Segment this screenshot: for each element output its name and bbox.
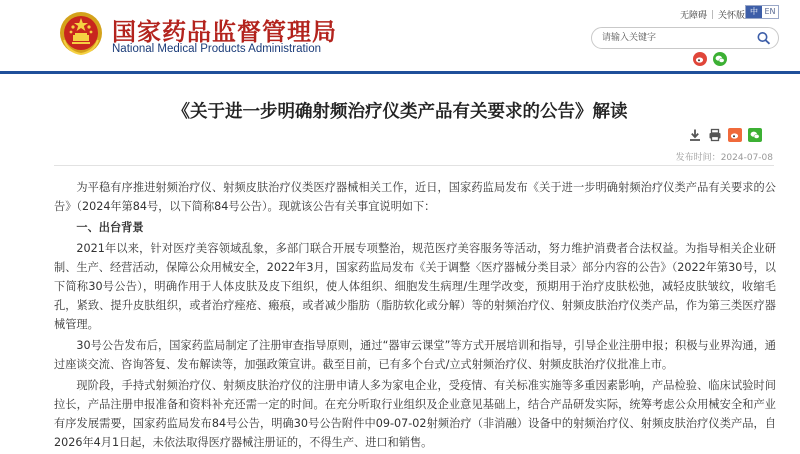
print-icon[interactable] <box>708 128 722 142</box>
paragraph-1: 2021年以来，针对医疗美容领域乱象，多部门联合开展专项整治，规范医疗美容服务等活动，努力维护消费者合法权益。为指导相关企业研制、生产、经营活动，保障公众用械安全，2022年3月，国家药监局发布《关于调整〈医疗器械分类目录〉部分内容的公告》（2022年第30号，以下简称30号公告），明确作用于人体皮肤及皮下组织，使人体组织、细胞发生病理/生理学改变，预期用于治疗皮肤松弛，减轻皮肤皱纹，收缩毛孔，紧致、提升皮肤组织，或者治疗痤疮、瘢痕，或者减少脂肪（脂肪软化或分解）等的射频治疗仪、射频皮肤治疗仪类产品，作为第三类医疗器械管理。 <box>54 242 776 331</box>
publish-date: 2024-07-08 <box>720 153 773 163</box>
download-icon[interactable] <box>688 128 702 142</box>
intro-paragraph: 为平稳有序推进射频治疗仪、射频皮肤治疗仪类医疗器械相关工作，近日，国家药监局发布《关于进一步明确射频治疗仪类产品有关要求的公告》（2024年第84号，以下简称84号公告）。现就该公告有关事宜说明如下： <box>54 181 776 213</box>
paragraph-2: 30号公告发布后，国家药监局制定了注册审查指导原则，通过“器审云课堂”等方式开展培训和指导，引导企业注册申报；积极与业界沟通，通过座谈交流、咨询答复、发布解读等，加强政策宣讲。截至目前，已有多个台式/立式射频治疗仪、射频皮肤治疗仪批准上市。 <box>54 339 776 371</box>
accessibility-link[interactable]: 无障碍 <box>680 10 708 21</box>
section-heading: 一、出台背景 <box>76 221 144 234</box>
article-title: 《关于进一步明确射频治疗仪类产品有关要求的公告》解读 <box>172 102 628 122</box>
language-switch <box>745 5 779 19</box>
site-header <box>0 0 800 72</box>
site-subtitle: National Medical Products Administration <box>112 43 322 55</box>
header-share-row <box>693 52 727 66</box>
link-separator <box>712 10 713 19</box>
care-version-link[interactable]: 关怀版 <box>718 10 746 21</box>
site-title[interactable]: 国家药品监督管理局 <box>112 18 337 46</box>
search-input[interactable] <box>602 29 752 47</box>
search-icon[interactable] <box>756 31 772 45</box>
article-content <box>54 178 776 454</box>
paragraph-3: 现阶段，手持式射频治疗仪、射频皮肤治疗仪的注册申请人多为家电企业，受疫情、有关标准实施等多重因素影响，产品检验、临床试验时间拉长，产品注册申报准备和资料补充还需一定的时间。在充分听取行业组织及企业意见基础上，结合产品研发实际，统筹考虑公众用械安全和产业有序发展需要，国家药监局发布84号公告，明确30号公告附件中09-07-02射频治疗（非消融）设备中的射频治疗仪、射频皮肤治疗仪类产品，自2026年4月1日起，未依法取得医疗器械注册证的，不得生产、进口和销售。 <box>54 379 776 449</box>
header-divider-bar <box>0 71 800 74</box>
wechat-icon[interactable] <box>713 52 727 66</box>
content-divider <box>54 165 774 166</box>
search-box <box>591 27 779 49</box>
lang-zh-option[interactable]: 中 <box>746 6 762 18</box>
article-tools <box>688 128 762 142</box>
weibo-share-icon[interactable] <box>728 128 742 142</box>
weibo-icon[interactable] <box>693 52 707 66</box>
lang-en-option[interactable]: EN <box>764 7 776 16</box>
publish-label: 发布时间： <box>675 153 721 163</box>
publish-info <box>676 150 773 163</box>
national-emblem-logo[interactable] <box>58 10 104 56</box>
wechat-share-icon[interactable] <box>748 128 762 142</box>
top-links <box>680 6 745 22</box>
